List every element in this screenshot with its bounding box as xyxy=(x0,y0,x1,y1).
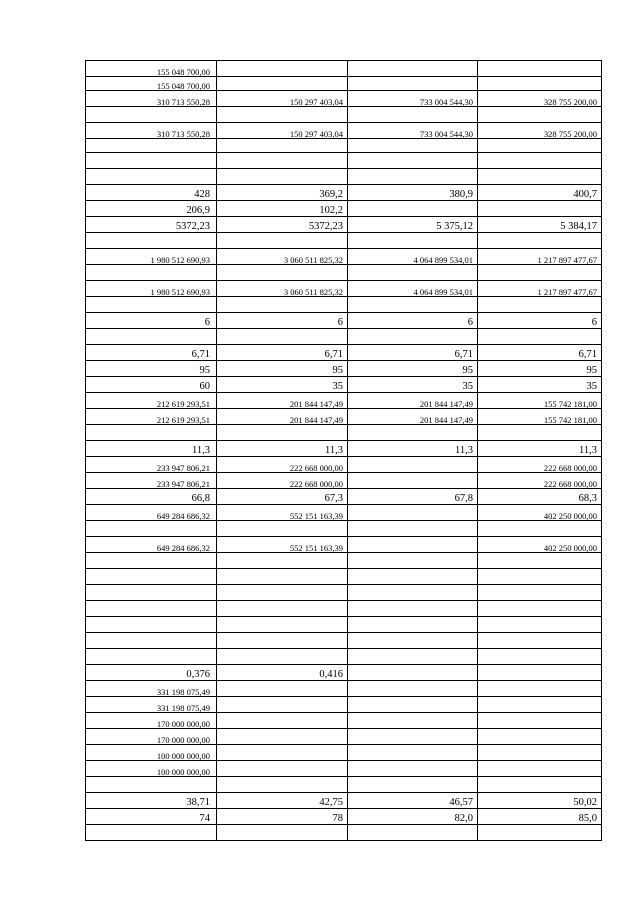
table-cell: 46,57 xyxy=(348,793,478,809)
table-cell: 155 048 700,00 xyxy=(86,61,217,77)
table-cell xyxy=(348,617,478,633)
table-row xyxy=(86,425,602,441)
table-cell xyxy=(217,77,348,91)
table-cell xyxy=(86,265,217,281)
table-cell xyxy=(348,665,478,681)
table-row xyxy=(86,91,602,107)
table-cell xyxy=(217,425,348,441)
table-cell: 380,9 xyxy=(348,185,478,201)
table-row xyxy=(86,489,602,505)
table-cell: 60 xyxy=(86,377,217,393)
table-cell xyxy=(86,139,217,153)
table-cell xyxy=(348,265,478,281)
table-cell xyxy=(348,697,478,713)
table-cell: 50,02 xyxy=(478,793,602,809)
table-row xyxy=(86,665,602,681)
table-cell: 74 xyxy=(86,809,217,825)
table-cell: 201 844 147,49 xyxy=(217,409,348,425)
table-cell: 150 297 403,04 xyxy=(217,91,348,107)
table-cell xyxy=(478,425,602,441)
table-cell xyxy=(478,77,602,91)
table-cell xyxy=(217,553,348,569)
table-cell xyxy=(478,169,602,185)
table-row xyxy=(86,585,602,601)
table-cell: 402 250 000,00 xyxy=(478,537,602,553)
table-cell xyxy=(478,729,602,745)
table-cell xyxy=(348,745,478,761)
table-cell: 552 151 163,39 xyxy=(217,537,348,553)
table-cell xyxy=(217,265,348,281)
table-cell xyxy=(86,107,217,123)
table-cell: 38,71 xyxy=(86,793,217,809)
table-cell: 11,3 xyxy=(217,441,348,457)
table-cell xyxy=(217,761,348,777)
table-cell: 310 713 550,28 xyxy=(86,123,217,139)
table-row xyxy=(86,185,602,201)
table-cell xyxy=(348,601,478,617)
table-row xyxy=(86,697,602,713)
table-cell: 5372,23 xyxy=(86,217,217,233)
table-row xyxy=(86,649,602,665)
table-cell: 733 004 544,30 xyxy=(348,91,478,107)
table-cell xyxy=(217,729,348,745)
table-cell: 35 xyxy=(348,377,478,393)
table-row xyxy=(86,393,602,409)
table-cell: 552 151 163,39 xyxy=(217,505,348,521)
table-row xyxy=(86,233,602,249)
table-cell xyxy=(478,585,602,601)
table-cell: 66,8 xyxy=(86,489,217,505)
table-cell: 328 755 200,00 xyxy=(478,123,602,139)
table-cell xyxy=(86,825,217,841)
table-cell: 78 xyxy=(217,809,348,825)
table-cell xyxy=(86,169,217,185)
table-row xyxy=(86,153,602,169)
table-cell xyxy=(478,713,602,729)
table-row xyxy=(86,569,602,585)
table-cell xyxy=(478,521,602,537)
table-cell xyxy=(86,233,217,249)
table-row xyxy=(86,139,602,153)
table-cell xyxy=(348,585,478,601)
table-cell: 6,71 xyxy=(348,345,478,361)
table-cell xyxy=(348,61,478,77)
table-cell: 310 713 550,28 xyxy=(86,91,217,107)
table-cell: 42,75 xyxy=(217,793,348,809)
table-cell xyxy=(217,153,348,169)
table-cell xyxy=(86,649,217,665)
table-cell: 222 668 000,00 xyxy=(478,473,602,489)
table-cell: 212 619 293,51 xyxy=(86,409,217,425)
table-cell: 369,2 xyxy=(217,185,348,201)
table-cell xyxy=(478,553,602,569)
table-cell: 3 060 511 825,32 xyxy=(217,281,348,297)
table-cell xyxy=(348,425,478,441)
table-cell: 649 284 686,32 xyxy=(86,537,217,553)
table-cell xyxy=(348,329,478,345)
table-cell: 102,2 xyxy=(217,201,348,217)
table-row xyxy=(86,249,602,265)
table-cell xyxy=(348,233,478,249)
table-cell xyxy=(217,617,348,633)
table-cell: 82,0 xyxy=(348,809,478,825)
table-row xyxy=(86,521,602,537)
table-row xyxy=(86,553,602,569)
table-cell: 100 000 000,00 xyxy=(86,745,217,761)
table-cell xyxy=(217,233,348,249)
table-cell xyxy=(478,761,602,777)
table-cell xyxy=(478,601,602,617)
table-row xyxy=(86,345,602,361)
table-cell xyxy=(348,569,478,585)
table-cell xyxy=(217,521,348,537)
table-cell: 1 217 897 477,67 xyxy=(478,281,602,297)
table-cell xyxy=(217,61,348,77)
table-row xyxy=(86,681,602,697)
table-row xyxy=(86,297,602,313)
table-cell: 0,376 xyxy=(86,665,217,681)
table-cell: 733 004 544,30 xyxy=(348,123,478,139)
table-cell xyxy=(348,297,478,313)
table-cell xyxy=(348,77,478,91)
table-cell xyxy=(348,649,478,665)
table-cell xyxy=(86,585,217,601)
table-cell xyxy=(478,777,602,793)
table-cell xyxy=(217,329,348,345)
table-cell xyxy=(478,745,602,761)
table-cell xyxy=(86,601,217,617)
table-row xyxy=(86,107,602,123)
table-cell xyxy=(478,265,602,281)
table-row xyxy=(86,123,602,139)
table-cell: 11,3 xyxy=(86,441,217,457)
table-cell xyxy=(217,681,348,697)
table-cell xyxy=(348,681,478,697)
table-row xyxy=(86,617,602,633)
table-row xyxy=(86,793,602,809)
table-row xyxy=(86,217,602,233)
table-cell xyxy=(478,649,602,665)
table-cell xyxy=(217,585,348,601)
table-row xyxy=(86,601,602,617)
table-cell xyxy=(478,665,602,681)
table-row xyxy=(86,633,602,649)
table-cell: 201 844 147,49 xyxy=(348,409,478,425)
data-table xyxy=(85,60,602,841)
table-cell xyxy=(217,697,348,713)
table-cell xyxy=(217,825,348,841)
table-row xyxy=(86,809,602,825)
table-cell xyxy=(348,729,478,745)
table-cell: 6 xyxy=(217,313,348,329)
table-cell xyxy=(217,601,348,617)
table-row xyxy=(86,745,602,761)
table-cell: 67,3 xyxy=(217,489,348,505)
table-cell: 95 xyxy=(478,361,602,377)
table-cell xyxy=(478,139,602,153)
table-cell: 5 384,17 xyxy=(478,217,602,233)
table-row xyxy=(86,537,602,553)
table-cell: 6 xyxy=(348,313,478,329)
table-cell xyxy=(478,617,602,633)
table-cell: 328 755 200,00 xyxy=(478,91,602,107)
table-row xyxy=(86,825,602,841)
table-cell: 4 064 899 534,01 xyxy=(348,249,478,265)
table-row xyxy=(86,281,602,297)
table-cell: 6,71 xyxy=(217,345,348,361)
table-row xyxy=(86,329,602,345)
table-row xyxy=(86,61,602,77)
table-cell xyxy=(217,649,348,665)
table-cell xyxy=(86,297,217,313)
table-row xyxy=(86,409,602,425)
table-cell: 35 xyxy=(217,377,348,393)
data-table-body xyxy=(86,61,602,841)
table-cell: 212 619 293,51 xyxy=(86,393,217,409)
table-cell: 0,416 xyxy=(217,665,348,681)
table-cell xyxy=(86,569,217,585)
table-row xyxy=(86,761,602,777)
table-cell xyxy=(86,617,217,633)
table-cell xyxy=(217,777,348,793)
table-cell xyxy=(348,553,478,569)
table-cell: 67,8 xyxy=(348,489,478,505)
table-cell xyxy=(478,569,602,585)
table-cell: 155 048 700,00 xyxy=(86,77,217,91)
table-cell: 222 668 000,00 xyxy=(478,457,602,473)
table-cell xyxy=(348,473,478,489)
table-cell xyxy=(86,777,217,793)
table-cell: 201 844 147,49 xyxy=(217,393,348,409)
table-cell xyxy=(348,761,478,777)
table-cell xyxy=(348,201,478,217)
table-row xyxy=(86,201,602,217)
table-row xyxy=(86,77,602,91)
table-cell: 3 060 511 825,32 xyxy=(217,249,348,265)
table-cell xyxy=(86,425,217,441)
table-cell: 170 000 000,00 xyxy=(86,729,217,745)
table-cell xyxy=(478,233,602,249)
table-cell xyxy=(478,107,602,123)
table-cell xyxy=(348,457,478,473)
table-cell xyxy=(86,153,217,169)
table-cell xyxy=(217,139,348,153)
table-row xyxy=(86,441,602,457)
table-row xyxy=(86,713,602,729)
table-cell: 400,7 xyxy=(478,185,602,201)
table-cell: 206,9 xyxy=(86,201,217,217)
table-cell xyxy=(348,521,478,537)
table-row xyxy=(86,473,602,489)
table-cell: 95 xyxy=(86,361,217,377)
table-cell xyxy=(478,329,602,345)
table-cell xyxy=(86,521,217,537)
table-cell: 222 668 000,00 xyxy=(217,457,348,473)
table-cell: 35 xyxy=(478,377,602,393)
table-cell xyxy=(348,633,478,649)
table-row xyxy=(86,777,602,793)
table-cell xyxy=(478,201,602,217)
table-cell xyxy=(348,825,478,841)
table-cell: 331 198 075,49 xyxy=(86,681,217,697)
table-cell: 5 375,12 xyxy=(348,217,478,233)
table-cell xyxy=(478,633,602,649)
table-cell: 233 947 806,21 xyxy=(86,457,217,473)
table-row xyxy=(86,265,602,281)
table-row xyxy=(86,457,602,473)
table-cell xyxy=(217,569,348,585)
table-cell xyxy=(348,505,478,521)
table-cell xyxy=(217,107,348,123)
table-cell xyxy=(217,713,348,729)
table-cell xyxy=(478,61,602,77)
table-cell: 5372,23 xyxy=(217,217,348,233)
table-cell xyxy=(348,537,478,553)
table-cell: 11,3 xyxy=(478,441,602,457)
table-cell xyxy=(86,329,217,345)
table-cell: 11,3 xyxy=(348,441,478,457)
table-cell: 95 xyxy=(217,361,348,377)
table-cell: 1 217 897 477,67 xyxy=(478,249,602,265)
table-cell xyxy=(217,297,348,313)
table-cell xyxy=(348,153,478,169)
table-row xyxy=(86,729,602,745)
table-row xyxy=(86,169,602,185)
table-cell: 331 198 075,49 xyxy=(86,697,217,713)
table-cell: 85,0 xyxy=(478,809,602,825)
table-cell xyxy=(348,777,478,793)
table-cell: 95 xyxy=(348,361,478,377)
table-cell: 222 668 000,00 xyxy=(217,473,348,489)
table-cell: 4 064 899 534,01 xyxy=(348,281,478,297)
table-cell: 155 742 181,00 xyxy=(478,393,602,409)
table-cell xyxy=(478,825,602,841)
table-cell xyxy=(478,697,602,713)
table-cell xyxy=(348,139,478,153)
table-cell xyxy=(86,633,217,649)
table-cell xyxy=(86,553,217,569)
table-row xyxy=(86,505,602,521)
table-cell: 150 297 403,04 xyxy=(217,123,348,139)
table-row xyxy=(86,377,602,393)
table-cell: 201 844 147,49 xyxy=(348,393,478,409)
table-cell xyxy=(348,107,478,123)
table-cell: 233 947 806,21 xyxy=(86,473,217,489)
table-cell: 170 000 000,00 xyxy=(86,713,217,729)
table-cell: 155 742 181,00 xyxy=(478,409,602,425)
table-cell: 100 000 000,00 xyxy=(86,761,217,777)
table-row xyxy=(86,361,602,377)
table-cell xyxy=(217,745,348,761)
table-cell xyxy=(478,681,602,697)
table-cell: 6 xyxy=(86,313,217,329)
table-cell xyxy=(478,297,602,313)
table-cell xyxy=(217,169,348,185)
table-cell: 6,71 xyxy=(478,345,602,361)
table-cell: 6 xyxy=(478,313,602,329)
table-cell: 6,71 xyxy=(86,345,217,361)
table-cell: 649 284 686,32 xyxy=(86,505,217,521)
table-cell xyxy=(348,713,478,729)
table-cell: 1 980 512 690,93 xyxy=(86,249,217,265)
table-cell xyxy=(348,169,478,185)
table-cell xyxy=(217,633,348,649)
table-cell: 68,3 xyxy=(478,489,602,505)
table-cell: 1 980 512 690,93 xyxy=(86,281,217,297)
table-row xyxy=(86,313,602,329)
table-cell xyxy=(478,153,602,169)
table-cell: 428 xyxy=(86,185,217,201)
table-cell: 402 250 000,00 xyxy=(478,505,602,521)
